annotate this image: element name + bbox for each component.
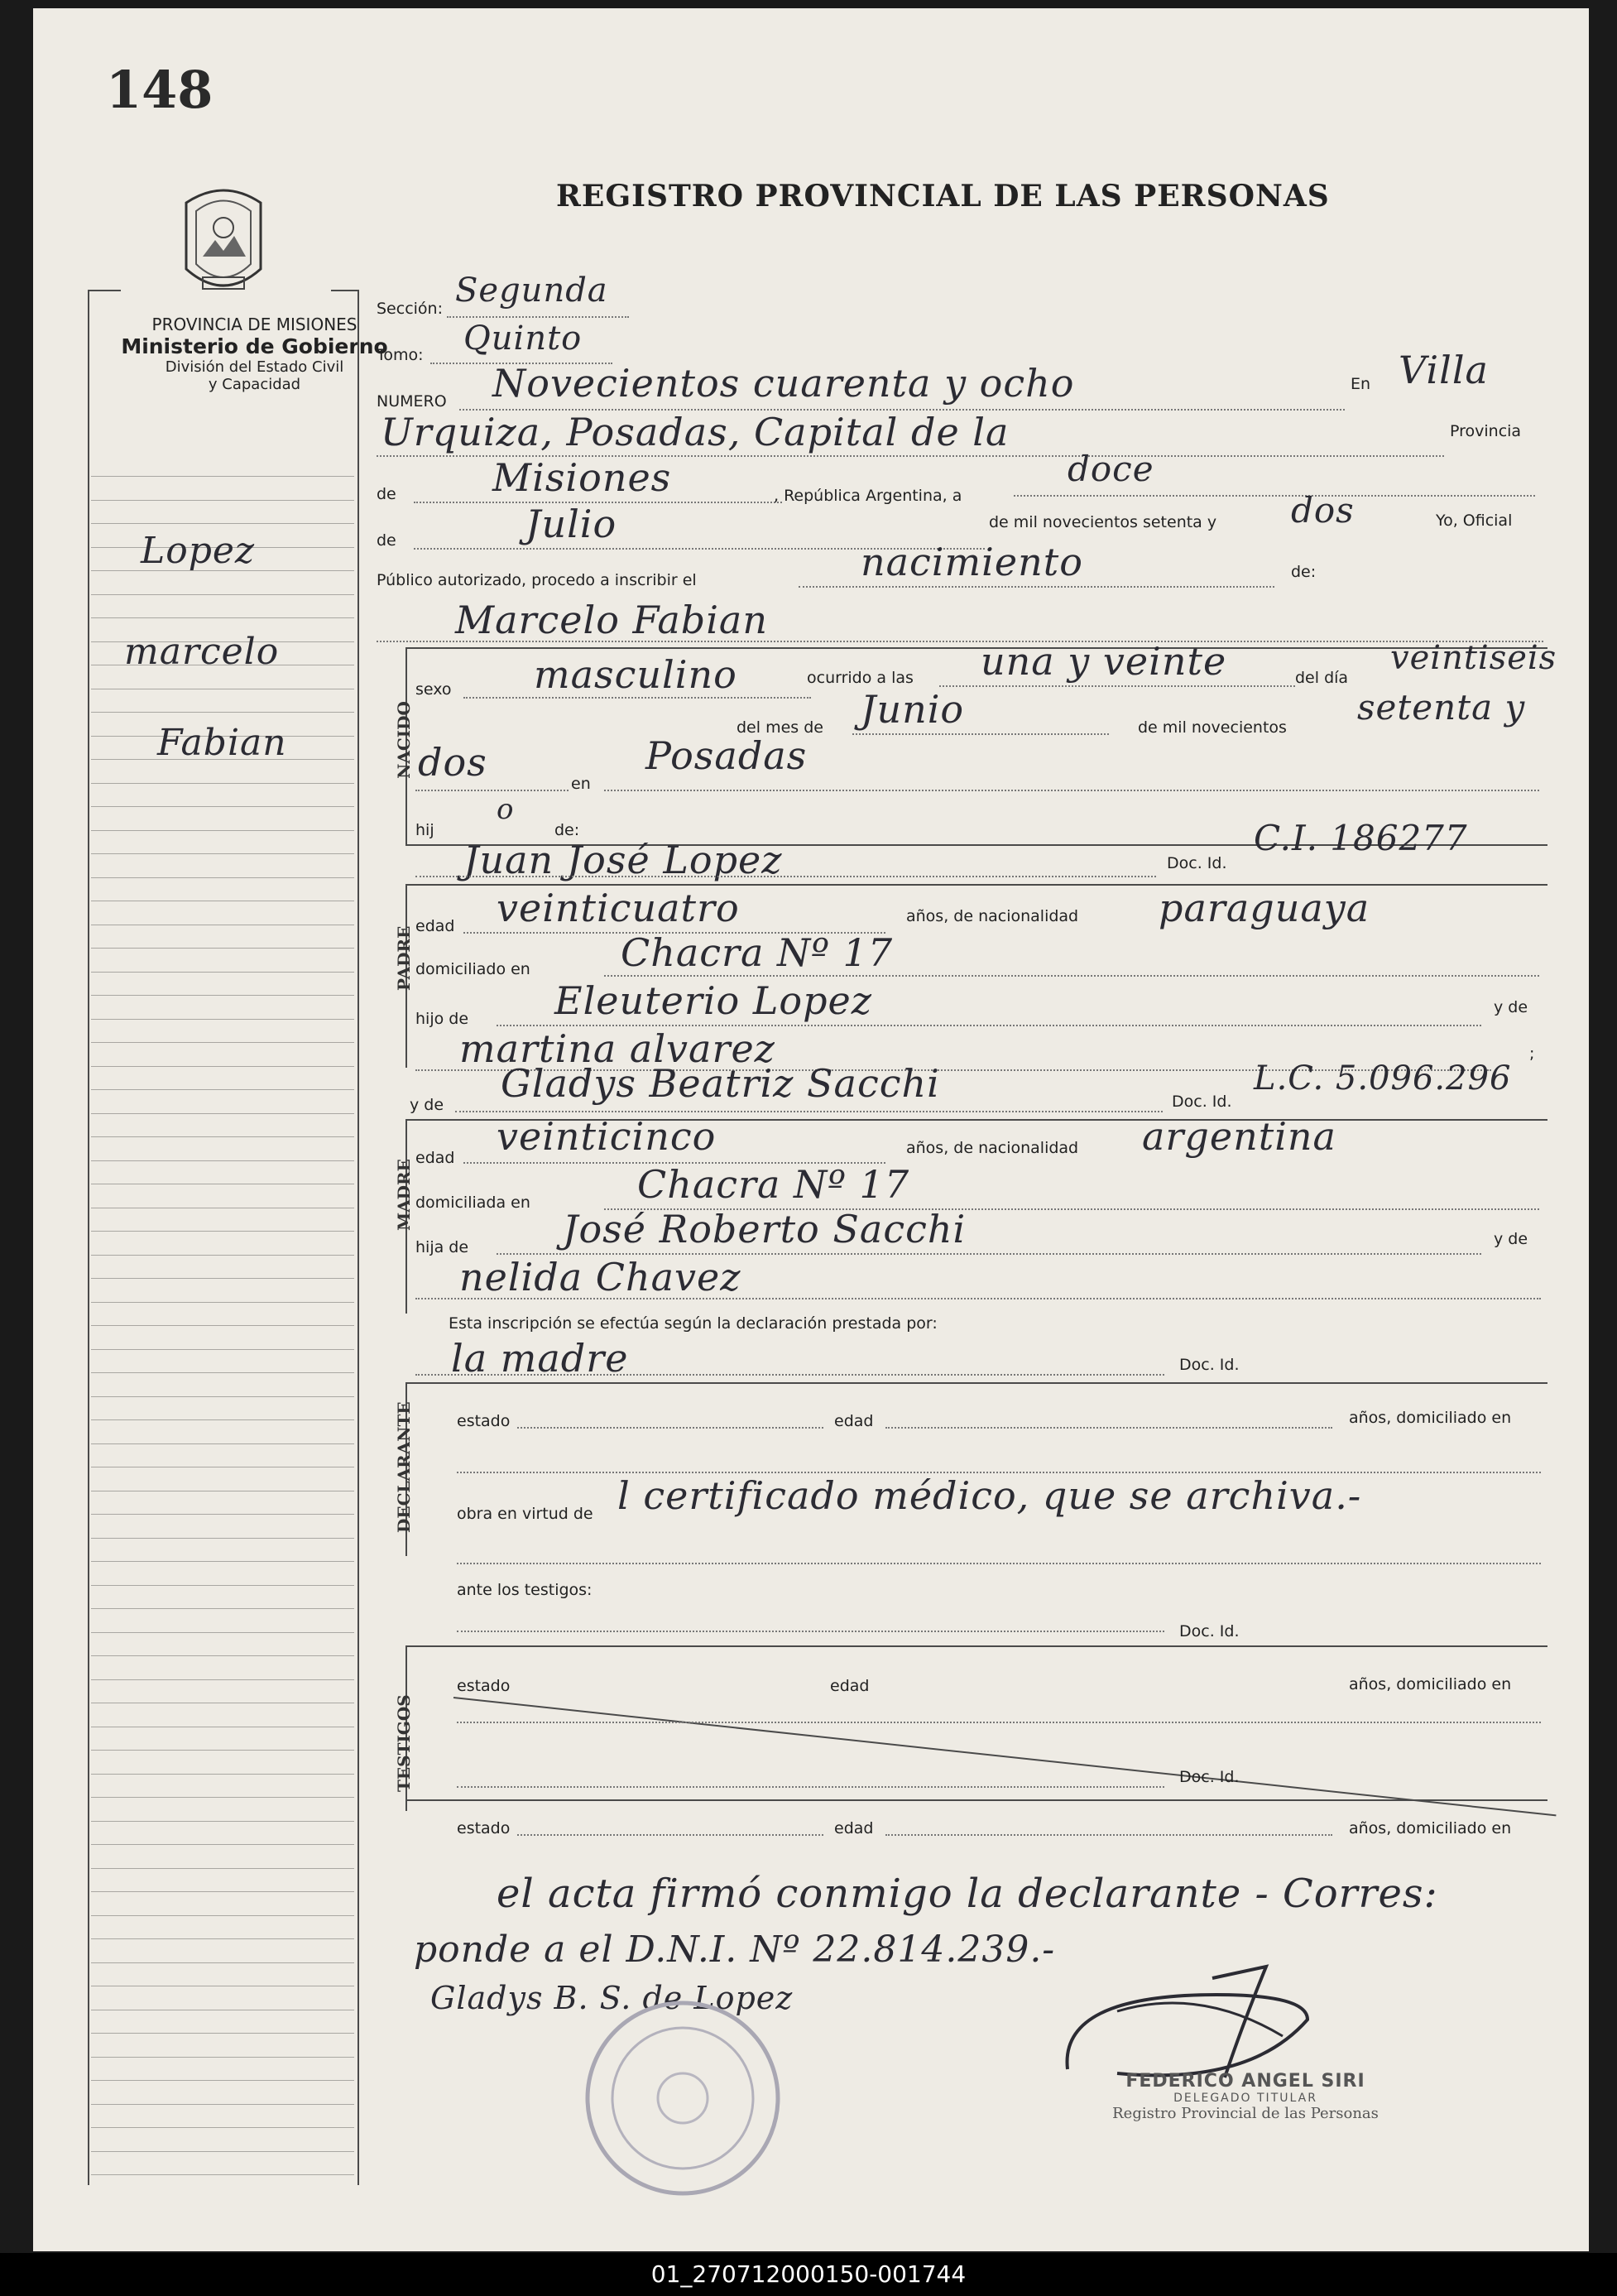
label-numero: NUMERO bbox=[377, 392, 447, 411]
margin-rule-line bbox=[91, 1938, 354, 1939]
label-test2-estado: estado bbox=[457, 1819, 511, 1837]
declarant-signature: Gladys B. S. de Lopez bbox=[430, 1980, 794, 2016]
ministry-name: Ministerio de Gobierno bbox=[121, 334, 388, 358]
label-decl-anos: años, domiciliado en bbox=[1349, 1409, 1512, 1427]
margin-rule-line bbox=[91, 1325, 354, 1326]
label-publico: Público autorizado, procedo a inscribir el bbox=[377, 571, 697, 589]
value-anio: dos bbox=[1291, 490, 1355, 531]
margin-rule-line bbox=[91, 948, 354, 949]
margin-rule-line bbox=[91, 2033, 354, 2034]
label-test2-edad: edad bbox=[834, 1819, 874, 1837]
value-madre-doc: L.C. 5.096.296 bbox=[1254, 1059, 1512, 1098]
label-test1-edad: edad bbox=[830, 1677, 870, 1695]
official-stamp bbox=[1059, 2071, 1432, 2122]
value-mes: Julio bbox=[525, 502, 617, 546]
margin-rule-line bbox=[91, 1042, 354, 1043]
margin-rule-line bbox=[91, 1679, 354, 1680]
label-inscripcion: Esta inscripción se efectúa según la declaración prestada por: bbox=[449, 1314, 938, 1333]
value-padre-edad: veinticuatro bbox=[497, 886, 740, 930]
section-madre: MADRE bbox=[394, 1159, 414, 1231]
value-dia: doce bbox=[1068, 449, 1154, 489]
label-madre-nac: años, de nacionalidad bbox=[906, 1139, 1079, 1157]
margin-rule-line bbox=[91, 995, 354, 996]
page-number: 148 bbox=[106, 60, 214, 120]
margin-rule-line bbox=[91, 2057, 354, 2058]
margin-rule-line bbox=[91, 2080, 354, 2081]
margin-rule-line bbox=[91, 1750, 354, 1751]
margin-rule-line bbox=[91, 1231, 354, 1232]
margin-rule-line bbox=[91, 1538, 354, 1539]
label-hij: hij bbox=[415, 821, 434, 839]
official-office: Registro Provincial de las Personas bbox=[1112, 2105, 1379, 2122]
label-decl-edad: edad bbox=[834, 1412, 874, 1430]
margin-rule-line bbox=[91, 1089, 354, 1090]
label-ante: ante los testigos: bbox=[457, 1581, 593, 1599]
label-provincia: Provincia bbox=[1450, 422, 1522, 440]
value-mes-nac: Junio bbox=[861, 687, 965, 732]
province-name: PROVINCIA DE MISIONES bbox=[151, 315, 357, 334]
label-sexo: sexo bbox=[415, 680, 452, 699]
label-decl-estado: estado bbox=[457, 1412, 511, 1430]
margin-rule-line bbox=[91, 1396, 354, 1397]
label-padre-doc: Doc. Id. bbox=[1167, 854, 1227, 872]
label-ocurrido: ocurrido a las bbox=[807, 669, 914, 687]
margin-note-name1: marcelo bbox=[124, 631, 280, 673]
value-padre-nombre: Juan José Lopez bbox=[463, 838, 783, 882]
value-lugar-nac: Posadas bbox=[645, 733, 808, 778]
left-top-line bbox=[88, 290, 121, 291]
label-test1-anos: años, domiciliado en bbox=[1349, 1675, 1512, 1693]
official-role: DELEGADO TITULAR bbox=[1173, 2092, 1317, 2105]
value-madre-padre: José Roberto Sacchi bbox=[563, 1207, 967, 1251]
value-padre-nac: paraguaya bbox=[1159, 886, 1370, 930]
label-test2-anos: años, domiciliado en bbox=[1349, 1819, 1512, 1837]
margin-rule-line bbox=[91, 1868, 354, 1869]
margin-rule-line bbox=[91, 806, 354, 807]
margin-rule-line bbox=[91, 1655, 354, 1656]
value-padre-madre: martina alvarez bbox=[459, 1026, 775, 1071]
margin-rule-line bbox=[91, 2127, 354, 2128]
margin-rule-line bbox=[91, 1066, 354, 1067]
margin-rule-line bbox=[91, 1891, 354, 1892]
label-padre-dom: domiciliado en bbox=[415, 960, 530, 978]
value-dia-nac: veintiseis bbox=[1390, 639, 1557, 677]
label-padre-nac: años, de nacionalidad bbox=[906, 907, 1079, 925]
margin-rule-line bbox=[91, 1372, 354, 1373]
label-test1-estado: estado bbox=[457, 1677, 511, 1695]
official-seal bbox=[579, 1995, 786, 2202]
official-name: FEDERICO ANGEL SIRI bbox=[1125, 2071, 1365, 2092]
province-emblem bbox=[170, 178, 277, 310]
value-provincia: Misiones bbox=[492, 455, 672, 500]
value-anio-nac-1: setenta y bbox=[1357, 687, 1526, 728]
cancel-stroke bbox=[453, 1697, 1557, 1816]
value-declarante: la madre bbox=[451, 1336, 629, 1381]
label-de-mil: de mil novecientos setenta y bbox=[989, 513, 1217, 531]
margin-rule-line bbox=[91, 830, 354, 831]
label-madre-y-de: y de bbox=[410, 1096, 444, 1114]
section-padre: PADRE bbox=[394, 925, 414, 991]
margin-rule-line bbox=[91, 1278, 354, 1279]
label-seccion: Sección: bbox=[377, 300, 443, 318]
value-lugar: Urquiza, Posadas, Capital de la bbox=[381, 410, 1010, 454]
margin-rule-line bbox=[91, 712, 354, 713]
margin-note-surname: Lopez bbox=[141, 530, 256, 572]
left-margin-border bbox=[88, 290, 89, 2185]
division-name: División del Estado Civil bbox=[165, 358, 344, 376]
value-padre-dom: Chacra Nº 17 bbox=[621, 930, 894, 975]
margin-rule-line bbox=[91, 476, 354, 477]
margin-rule-line bbox=[91, 1962, 354, 1963]
label-madre-y-de: y de bbox=[1494, 1230, 1528, 1248]
label-de2: de bbox=[377, 531, 396, 550]
value-en: Villa bbox=[1399, 348, 1489, 392]
label-madre-dom: domiciliada en bbox=[415, 1194, 530, 1212]
value-seccion: Segunda bbox=[455, 271, 608, 310]
label-de3: de: bbox=[554, 821, 580, 839]
value-tomo: Quinto bbox=[463, 319, 583, 358]
value-hora: una y veinte bbox=[981, 639, 1227, 684]
label-semicolon: ; bbox=[1529, 1045, 1535, 1063]
value-anio-nac-2: dos bbox=[418, 740, 487, 785]
margin-note-name2: Fabian bbox=[157, 722, 287, 764]
label-madre-edad: edad bbox=[415, 1149, 455, 1167]
label-decl-doc: Doc. Id. bbox=[1179, 1356, 1240, 1374]
margin-rule-line bbox=[91, 1915, 354, 1916]
value-nombre: Marcelo Fabian bbox=[455, 598, 768, 642]
value-padre-doc: C.I. 186277 bbox=[1254, 818, 1468, 858]
margin-rule-line bbox=[91, 1514, 354, 1515]
margin-rule-line bbox=[91, 2104, 354, 2105]
value-obra: l certificado médico, que se archiva.- bbox=[617, 1473, 1362, 1518]
document-page bbox=[33, 8, 1589, 2251]
label-de: de bbox=[377, 485, 396, 503]
margin-rule-line bbox=[91, 1113, 354, 1114]
label-padre-hijo: hijo de bbox=[415, 1010, 469, 1028]
section-testigos: TESTIGOS bbox=[394, 1694, 414, 1792]
label-test2-doc: Doc. Id. bbox=[1179, 1768, 1240, 1786]
margin-rule-line bbox=[91, 1561, 354, 1562]
margin-rule-line bbox=[91, 1255, 354, 1256]
label-tomo: Tomo: bbox=[377, 346, 424, 364]
value-hij-suffix: o bbox=[497, 793, 515, 826]
value-madre-nombre: Gladys Beatriz Sacchi bbox=[501, 1061, 940, 1106]
margin-rule-line bbox=[91, 500, 354, 501]
margin-rule-line bbox=[91, 1585, 354, 1586]
margin-rule-line bbox=[91, 1349, 354, 1350]
label-de-mil2: de mil novecientos bbox=[1138, 718, 1287, 737]
value-sexo: masculino bbox=[534, 652, 737, 697]
margin-rule-line bbox=[91, 1821, 354, 1822]
section-nacido: NACIDO bbox=[394, 701, 414, 779]
left-top-line-right bbox=[331, 290, 357, 291]
margin-rule-line bbox=[91, 1608, 354, 1609]
margin-rule-line bbox=[91, 617, 354, 618]
margin-rule-line bbox=[91, 972, 354, 973]
label-en: En bbox=[1351, 375, 1371, 393]
margin-rule-line bbox=[91, 1797, 354, 1798]
margin-rule-line bbox=[91, 1419, 354, 1420]
value-madre-madre: nelida Chavez bbox=[459, 1255, 741, 1299]
ministry-header bbox=[112, 315, 397, 393]
value-padre-padre: Eleuterio Lopez bbox=[554, 978, 873, 1023]
margin-rule-line bbox=[91, 2151, 354, 2152]
division-subname: y Capacidad bbox=[208, 376, 301, 393]
margin-rule-line bbox=[91, 1136, 354, 1137]
label-en2: en bbox=[571, 775, 591, 793]
notes-line-2: ponde a el D.N.I. Nº 22.814.239.- bbox=[414, 1929, 1056, 1971]
value-madre-dom: Chacra Nº 17 bbox=[637, 1162, 910, 1207]
margin-rule-line bbox=[91, 1019, 354, 1020]
label-de-colon: de: bbox=[1291, 563, 1317, 581]
label-del-mes: del mes de bbox=[737, 718, 823, 737]
label-padre-y-de: y de bbox=[1494, 998, 1528, 1016]
value-madre-nac: argentina bbox=[1142, 1114, 1336, 1159]
margin-rule-line bbox=[91, 783, 354, 784]
margin-rule-line bbox=[91, 1160, 354, 1161]
margin-rule-line bbox=[91, 1774, 354, 1775]
notes-line-1: el acta firmó conmigo la declarante - Corres: bbox=[497, 1871, 1438, 1917]
section-declarante: DECLARANTE bbox=[394, 1401, 414, 1533]
margin-rule-line bbox=[91, 1632, 354, 1633]
label-republica: , República Argentina, a bbox=[774, 487, 962, 505]
label-madre-hija: hija de bbox=[415, 1238, 469, 1256]
margin-rule-line bbox=[91, 594, 354, 595]
value-numero: Novecientos cuarenta y ocho bbox=[492, 361, 1075, 406]
margin-rule-line bbox=[91, 1443, 354, 1444]
image-id-footer: 01_270712000150-001744 bbox=[0, 2253, 1617, 2296]
margin-rule-line bbox=[91, 1844, 354, 1845]
margin-rule-line bbox=[91, 2174, 354, 2175]
margin-rule-line bbox=[91, 523, 354, 524]
label-test1-doc: Doc. Id. bbox=[1179, 1622, 1240, 1640]
label-del-dia: del día bbox=[1295, 669, 1349, 687]
label-yo-oficial: Yo, Oficial bbox=[1436, 512, 1513, 530]
value-acto: nacimiento bbox=[861, 540, 1083, 584]
label-obra: obra en virtud de bbox=[457, 1505, 593, 1523]
margin-rule-line bbox=[91, 853, 354, 854]
register-title: REGISTRO PROVINCIAL DE LAS PERSONAS bbox=[556, 179, 1330, 214]
label-madre-doc: Doc. Id. bbox=[1172, 1093, 1232, 1111]
column-divider bbox=[357, 290, 359, 2185]
margin-rule-line bbox=[91, 1302, 354, 1303]
value-madre-edad: veinticinco bbox=[497, 1114, 717, 1159]
margin-rule-line bbox=[91, 877, 354, 878]
label-padre-edad: edad bbox=[415, 917, 455, 935]
